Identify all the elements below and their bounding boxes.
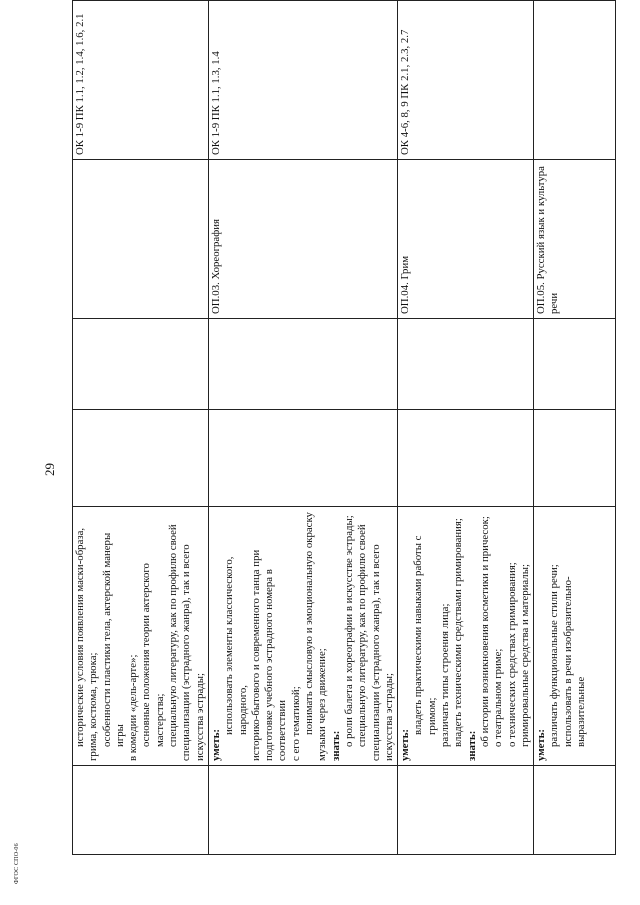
content-line: специальную литературу, как по профилю своей: [167, 524, 180, 747]
required-hours-cell: [73, 319, 209, 410]
max-hours-cell: [398, 410, 534, 507]
content-line: различать функциональные стили речи;: [548, 564, 561, 747]
content-line: знать:: [329, 730, 342, 761]
content-line: специализации (эстрадного жанра), так и всего: [180, 544, 193, 761]
content-line: о театральном гриме;: [492, 648, 505, 747]
content-line: музыки через движение;: [316, 648, 329, 761]
content-line: о роли балета и хореографии в искусстве эстрады;: [342, 515, 355, 747]
content-line: уметь:: [399, 728, 412, 761]
required-hours-cell: [398, 319, 534, 410]
rotated-table-wrapper: [72, 13, 587, 855]
index-cell: [208, 766, 397, 855]
table-row: [398, 1, 534, 855]
competencies-cell: ОК 1-9 ПК 1.1, 1.2, 1.4, 1.6, 2.1: [73, 1, 209, 160]
content-line: специализации (эстрадного жанра), так и всего: [369, 544, 382, 761]
content-line: об истории возникновения косметики и причесок;: [478, 516, 491, 747]
discipline-cell: ОП.03. Хореография: [208, 160, 397, 319]
content-line: с его тематикой;: [289, 686, 302, 761]
content-line: исторические условия появления маски-образа,: [74, 527, 86, 747]
discipline-cell: ОП.05. Русский язык и культура речи: [534, 160, 616, 319]
content-line: в комедии «дель-арте»;: [127, 654, 140, 761]
index-cell: [398, 766, 534, 855]
content-line: подготовке учебного эстрадного номера в соответствии: [263, 569, 289, 761]
competency-table: [72, 0, 616, 855]
max-hours-cell: [534, 410, 616, 507]
content-line: историко-бытового и современного танца при: [249, 549, 262, 761]
discipline-cell: [73, 160, 209, 319]
content-line: основные положения теории актерского мастерства;: [140, 563, 166, 747]
table-row: [534, 1, 616, 855]
content-line: искусства эстрады;: [193, 672, 206, 761]
content-line: уметь:: [209, 728, 222, 761]
content-line: специальную литературу, как по профилю своей: [356, 524, 369, 747]
competencies-cell: [534, 1, 616, 160]
content-cell: [208, 507, 397, 766]
footer-code: ФГОС СПО-06: [14, 843, 20, 884]
content-line: искусства эстрады;: [382, 672, 395, 761]
discipline-cell: ОП.04. Грим: [398, 160, 534, 319]
content-line: о технических средствах гримирования;: [505, 562, 518, 747]
required-hours-cell: [208, 319, 397, 410]
competencies-cell: ОК 1-9 ПК 1.1, 1.3, 1.4: [208, 1, 397, 160]
content-line: использовать в речи изобразительно-выразительные: [561, 576, 587, 747]
content-line: понимать смысловую и эмоциональную окраску: [303, 512, 316, 735]
content-cell: [398, 507, 534, 766]
content-line: уметь:: [535, 728, 548, 761]
index-cell: [534, 766, 616, 855]
competencies-cell: ОК 4-6, 8, 9 ПК 2.1, 2.3, 2.7: [398, 1, 534, 160]
index-cell: [73, 766, 209, 855]
content-line: владеть техническими средствами гримирования;: [452, 518, 465, 747]
page-number: 29: [42, 463, 57, 476]
content-line: гримировальные средства и материалы;: [518, 564, 531, 747]
content-line: грима, костюма, трюка;: [87, 652, 100, 761]
table-row: [208, 1, 397, 855]
content-line: знать:: [465, 730, 478, 761]
max-hours-cell: [73, 410, 209, 507]
table-row: [73, 1, 209, 855]
content-line: владеть практическими навыками работы с гримом;: [412, 535, 438, 735]
content-line: использовать элементы классического, народного,: [223, 556, 249, 735]
required-hours-cell: [534, 319, 616, 410]
content-cell: [534, 507, 616, 766]
content-line: особенности пластики тела, актерской манеры игры: [100, 532, 126, 747]
max-hours-cell: [208, 410, 397, 507]
content-cell: [73, 507, 209, 766]
content-line: различать типы строения лица;: [439, 603, 452, 747]
